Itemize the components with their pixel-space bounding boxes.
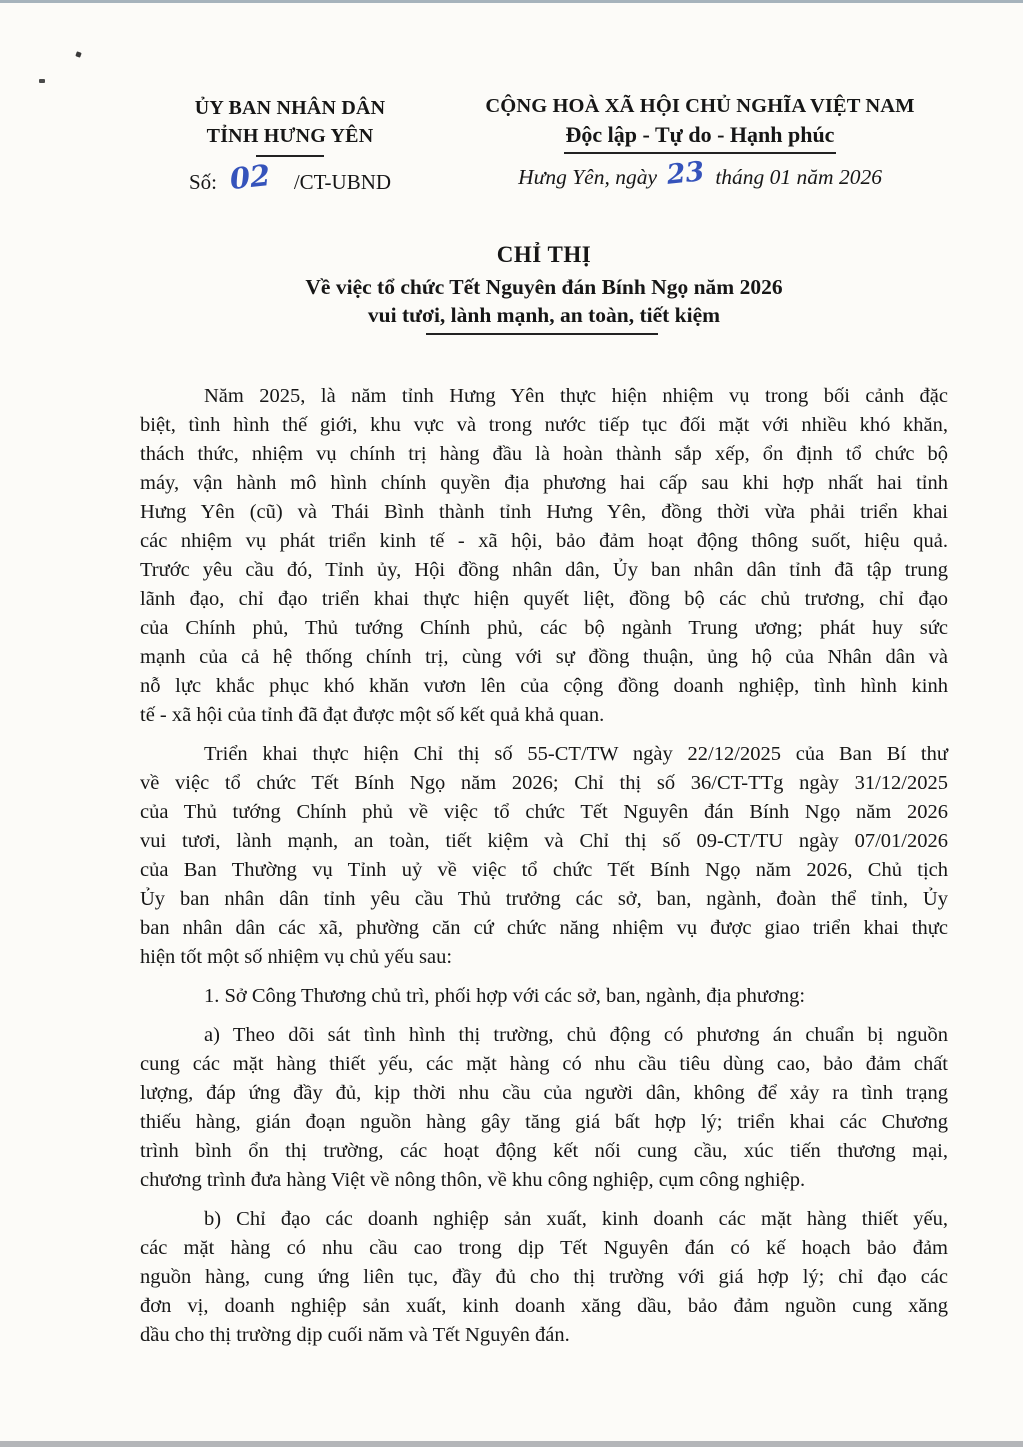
text-line: Ủy ban nhân dân tỉnh yêu cầu Thủ trưởng các sở, ban, ngành, đoàn thể tỉnh, Ủy [140, 888, 948, 910]
text-line: Triển khai thực hiện Chỉ thị số 55-CT/TW ngày 22/12/2025 của Ban Bí thư [204, 743, 948, 765]
document-subject-line2: vui tươi, lành mạnh, an toàn, tiết kiệm [367, 303, 721, 327]
paragraph [140, 382, 948, 730]
paragraph [140, 740, 948, 972]
text-line: thách thức, nhiệm vụ chính trị hàng đầu là hoàn thành sắp xếp, ổn định tổ chức bộ [140, 443, 948, 465]
issuer-underline [256, 155, 324, 157]
text-line: của Ban Thường vụ Tỉnh uỷ về việc tổ chức Tết Bính Ngọ năm 2026, Chủ tịch [140, 859, 948, 881]
text-line: máy, vận hành mô hình chính quyền địa phương hai cấp sau khi hợp nhất hai tỉnh [140, 472, 948, 494]
date-prefix: Hưng Yên, ngày [518, 165, 657, 189]
text-line: trình bình ổn thị trường, các hoạt động kết nối cung cầu, xúc tiến thương mại, [140, 1140, 948, 1162]
scan-speck-artifact [39, 79, 45, 83]
national-motto: Độc lập - Tự do - Hạnh phúc [564, 122, 837, 154]
document-number-line [148, 157, 432, 197]
text-line: đơn vị, doanh nghiệp sản xuất, kinh doanh xăng dầu, bảo đảm nguồn cung xăng [140, 1295, 948, 1317]
text-line: hiện tốt một số nhiệm vụ chủ yếu sau: [140, 946, 453, 968]
text-line: tế - xã hội của tỉnh đã đạt được một số kết quả khả quan. [140, 704, 605, 726]
date-suffix: tháng 01 năm 2026 [715, 165, 882, 189]
text-line: 1. Sở Công Thương chủ trì, phối hợp với các sở, ban, ngành, địa phương: [204, 985, 806, 1007]
issuer-block [148, 97, 432, 195]
text-line: lượng, đáp ứng đầy đủ, kịp thời nhu cầu của người dân, không để xảy ra tình trạng [140, 1082, 948, 1104]
document-type-title: CHỈ THỊ [496, 242, 592, 267]
paragraph [140, 1021, 948, 1195]
text-line: Năm 2025, là năm tỉnh Hưng Yên thực hiện nhiệm vụ trong bối cảnh đặc [204, 385, 948, 407]
text-line: về việc tổ chức Tết Bính Ngọ năm 2026; Chỉ thị số 36/CT-TTg ngày 31/12/2025 [140, 772, 948, 794]
text-line: chương trình đưa hàng Việt về nông thôn, về khu công nghiệp, cụm công nghiệp. [140, 1169, 806, 1191]
text-line: các nhiệm vụ phát triển kinh tế - xã hội, bảo đảm hoạt động thông suốt, hiệu quả. [140, 530, 948, 552]
text-line: b) Chỉ đạo các doanh nghiệp sản xuất, kinh doanh các mặt hàng thiết yếu, [204, 1208, 948, 1230]
scan-bottom-edge-artifact [0, 1441, 1023, 1447]
paragraph [140, 1205, 948, 1350]
document-subject-line1: Về việc tổ chức Tết Nguyên đán Bính Ngọ năm 2026 [305, 275, 783, 299]
issuer-name-line2: TỈNH HƯNG YÊN [206, 125, 374, 147]
document-body [140, 382, 948, 1360]
text-line: Hưng Yên (cũ) và Thái Bình thành tỉnh Hưng Yên, đồng thời vừa phải triển khai [140, 501, 948, 523]
place-date-line [452, 156, 948, 191]
text-line: ban nhân dân các xã, phường căn cứ chức năng nhiệm vụ được giao triển khai thực [140, 917, 948, 939]
document-number-suffix: /CT-UBND [293, 170, 392, 194]
title-underline [426, 333, 658, 335]
text-line: mạnh của cả hệ thống chính trị, cùng với sự đồng thuận, ủng hộ của Nhân dân và [140, 646, 948, 668]
text-line: Trước yêu cầu đó, Tỉnh ủy, Hội đồng nhân dân, Ủy ban nhân dân tỉnh đã tập trung [140, 559, 948, 581]
text-line: cung các mặt hàng thiết yếu, các mặt hàng có nhu cầu tiêu dùng cao, bảo đảm chất [140, 1053, 948, 1075]
document-number-handwritten: 02 [228, 157, 273, 197]
text-line: của Thủ tướng Chính phủ về việc tổ chức Tết Nguyên đán Bính Ngọ năm 2026 [140, 801, 948, 823]
text-line: a) Theo dõi sát tình hình thị trường, chủ động có phương án chuẩn bị nguồn [204, 1024, 948, 1046]
document-number-label: Số: [188, 170, 217, 194]
text-line: thiếu hàng, gián đoạn nguồn hàng gây tăng giá bất hợp lý; triển khai các Chương [140, 1111, 948, 1133]
text-line: dầu cho thị trường dịp cuối năm và Tết Nguyên đán. [140, 1324, 570, 1346]
issuer-name-line1: ỦY BAN NHÂN DÂN [194, 97, 386, 119]
text-line: nỗ lực khắc phục khó khăn vươn lên của cộng đồng doanh nghiệp, tình hình kinh [140, 675, 948, 697]
national-title: CỘNG HOÀ XÃ HỘI CHỦ NGHĨA VIỆT NAM [485, 95, 915, 117]
text-line: vui tươi, lành mạnh, an toàn, tiết kiệm và Chỉ thị số 09-CT/TU ngày 07/01/2026 [140, 830, 948, 852]
text-line: lãnh đạo, chỉ đạo triển khai thực hiện quyết liệt, đồng bộ các chủ trương, chỉ đạo [140, 588, 948, 610]
text-line: các mặt hàng có nhu cầu cao trong dịp Tết Nguyên đán có kế hoạch bảo đảm [140, 1237, 948, 1259]
text-line: nguồn hàng, cung ứng liên tục, đầy đủ cho thị trường với giá hợp lý; chỉ đạo các [140, 1266, 948, 1288]
document-title-block [140, 242, 948, 335]
scan-top-edge-artifact [0, 0, 1023, 3]
national-motto-block [452, 95, 948, 190]
text-line: biệt, tình hình thế giới, khu vực và trong nước tiếp tục đối mặt với nhiều khó khăn, [140, 414, 948, 436]
text-line: của Chính phủ, Thủ tướng Chính phủ, các bộ ngành Trung ương; phát huy sức [140, 617, 948, 639]
date-day-handwritten: 23 [665, 156, 707, 191]
paragraph [140, 982, 948, 1011]
scan-speck-artifact [75, 51, 81, 57]
